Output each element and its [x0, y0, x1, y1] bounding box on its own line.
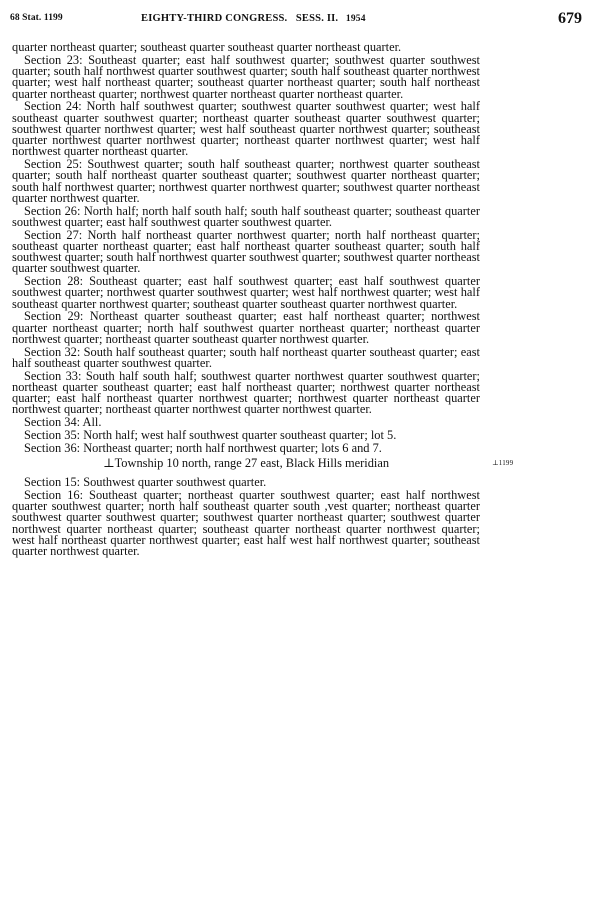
running-head: [141, 13, 366, 24]
section-15-paragraph: Section 15: Southwest quarter southwest quarter.: [24, 475, 267, 489]
page-header: [10, 10, 586, 34]
section-36-paragraph: Section 36: Northeast quarter; north half northwest quarter; lots 6 and 7.: [24, 440, 382, 455]
continued-paragraph: quarter northeast quarter; southeast quarter southeast quarter northeast quarter.: [12, 40, 402, 54]
body-text: [12, 42, 480, 559]
session-label: SESS. II.: [295, 13, 339, 24]
township-heading: ⊥Township 10 north, range 27 east, Black Hills meridian: [102, 455, 390, 470]
section-33-paragraph: Section 33: South half south half; southwest quarter northwest quarter southwest quarter; northeast quarter southeast quarter; east half northeast quarter; northwest quarter northeast quarter; east half northeast quarter northwest quarter; northwest quarter northeast quarter northwest quarter; northeast quarter northwest quarter northwest quarter.: [12, 368, 480, 417]
section-34-paragraph: Section 34: All.: [24, 415, 102, 429]
section-16-paragraph: Section 16: Southeast quarter; northeast quarter southwest quarter; east half northwest quarter southwest quarter; north half southeast quarter south ,vest quarter; northeast quarter southwest quarter southwest quarter; southwest quarter northeast quarter; southwest quarter northwest quarter northeast quarter; southeast quarter northeast quarter northwest quarter; west half northeast quarter northwest quarter; east half west half northwest quarter; southeast quarter northwest quarter.: [12, 487, 480, 558]
statute-citation: 68 Stat. 1199: [10, 13, 63, 23]
session-year: 1954: [345, 14, 366, 24]
section-24-paragraph: Section 24: North half southwest quarter; southwest quarter southwest quarter; west half southeast quarter southwest quarter; northeast quarter southeast quarter southwest quarter; southwest quarter northwest quarter; west half southeast quarter northwest quarter; southeast quarter northwest quarter northwest quarter; northeast quarter northwest quarter; west half northwest quarter northeast quarter.: [12, 99, 480, 159]
section-26-paragraph: Section 26: North half; north half south half; south half southeast quarter; southeast quarter southwest quarter; east half southwest quarter southwest quarter.: [12, 203, 480, 229]
section-27-paragraph: Section 27: North half northeast quarter northwest quarter; north half northeast quarter; southeast quarter northeast quarter; east half northeast quarter southeast quarter; south half southwest quarter; south half northwest quarter southwest quarter; southwest quarter northeast quarter southwest quarter.: [12, 227, 480, 276]
section-29-paragraph: Section 29: Northeast quarter southeast quarter; east half northeast quarter; northwest quarter northeast quarter; north half southwest quarter northeast quarter; northeast quarter northwest quarter; northeast quarter southeast quarter northwest quarter.: [12, 309, 480, 346]
congress-title: EIGHTY-THIRD CONGRESS.: [141, 13, 288, 24]
section-35-paragraph: Section 35: North half; west half southwest quarter southeast quarter; lot 5.: [24, 427, 397, 442]
section-25-paragraph: Section 25: Southwest quarter; south half southeast quarter; northwest quarter southeast quarter; south half northeast quarter southeast quarter; southwest quarter northeast quarter; south half northwest quarter; northwest quarter northwest quarter; southwest quarter northeast quarter northwest quarter.: [12, 157, 480, 205]
section-28-paragraph: Section 28: Southeast quarter; east half southwest quarter; east half southwest quarter southwest quarter; northwest quarter southwest quarter; west half northwest quarter; west half southeast quarter northwest quarter; southeast quarter southeast quarter northwest quarter.: [12, 274, 480, 311]
section-32-paragraph: Section 32: South half southeast quarter; south half northeast quarter southeast quarter; east half southeast quarter southwest quarter.: [12, 344, 480, 370]
margin-note: ⊥1199: [492, 459, 514, 467]
page-number: 679: [558, 10, 582, 27]
section-23-paragraph: Section 23: Southeast quarter; east half southwest quarter; southwest quarter southwest quarter; south half northwest quarter southwest quarter; south half southeast quarter northwest quarter; west half northeast quarter; southeast quarter northeast quarter; south half northeast quarter northeast quarter; northwest quarter northeast quarter northeast quarter.: [12, 52, 480, 101]
